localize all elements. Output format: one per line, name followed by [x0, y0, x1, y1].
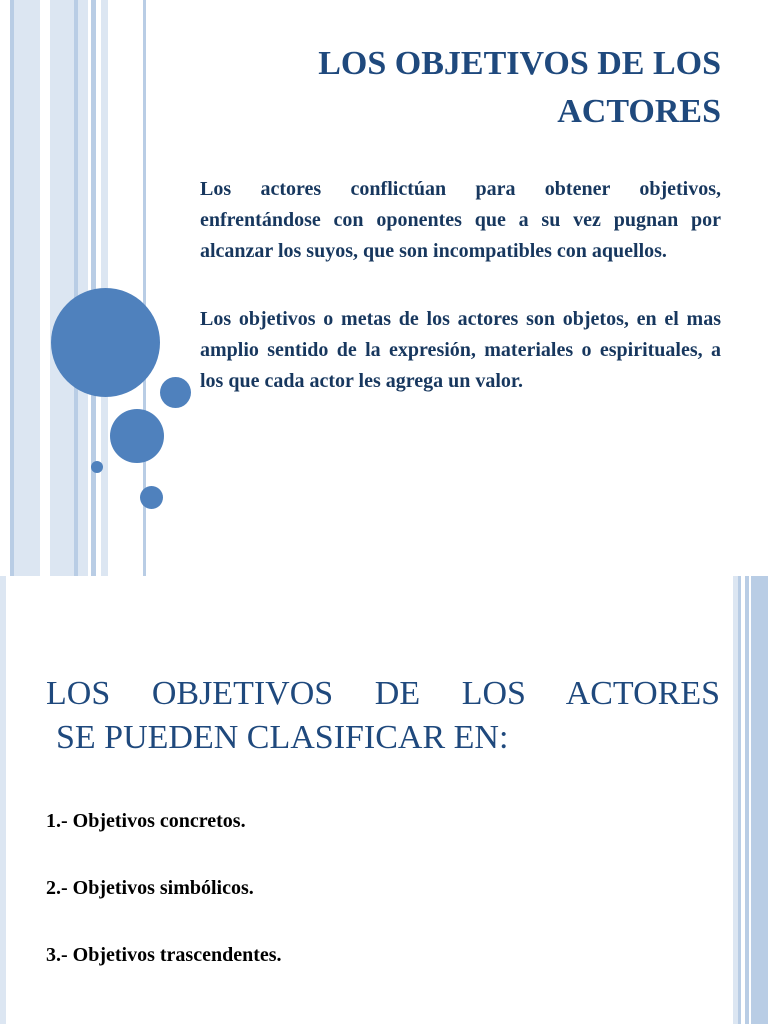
list-item: 1.- Objetivos concretos.	[46, 810, 246, 832]
decorative-stripe	[78, 0, 88, 576]
decorative-circle-tiny	[91, 461, 103, 473]
decorative-stripe	[50, 0, 74, 576]
decorative-circle-medium	[110, 409, 164, 463]
slide-title-line: LOS OBJETIVOS DE LOS ACTORES	[46, 675, 720, 712]
decorative-circle-small	[160, 377, 191, 408]
decorative-stripe	[0, 576, 6, 1024]
body-paragraph: Los actores conflictúan para obtener objetivos, enfrentándose con oponentes que a su vez pugnan por alcanzar los suyos, que son incompatibles con aquellos.	[200, 178, 721, 262]
slide-title	[46, 672, 720, 760]
list-item: 2.- Objetivos simbólicos.	[46, 877, 254, 899]
decorative-stripe	[751, 576, 768, 1024]
body-paragraph: Los objetivos o metas de los actores son objetos, en el mas amplio sentido de la expresión, materiales o espirituales, a los que cada actor les agrega un valor.	[200, 308, 721, 392]
slide-title: LOS OBJETIVOS DE LOS ACTORES	[318, 45, 721, 130]
slide-2	[0, 576, 768, 1024]
decorative-stripe	[0, 0, 10, 576]
slide-title-line: SE PUEDEN CLASIFICAR EN:	[56, 719, 509, 756]
list-item: 3.- Objetivos trascendentes.	[46, 944, 282, 966]
decorative-circle-large	[51, 288, 160, 397]
decorative-stripe	[14, 0, 40, 576]
decorative-stripe	[40, 0, 50, 576]
decorative-circle-small	[140, 486, 163, 509]
